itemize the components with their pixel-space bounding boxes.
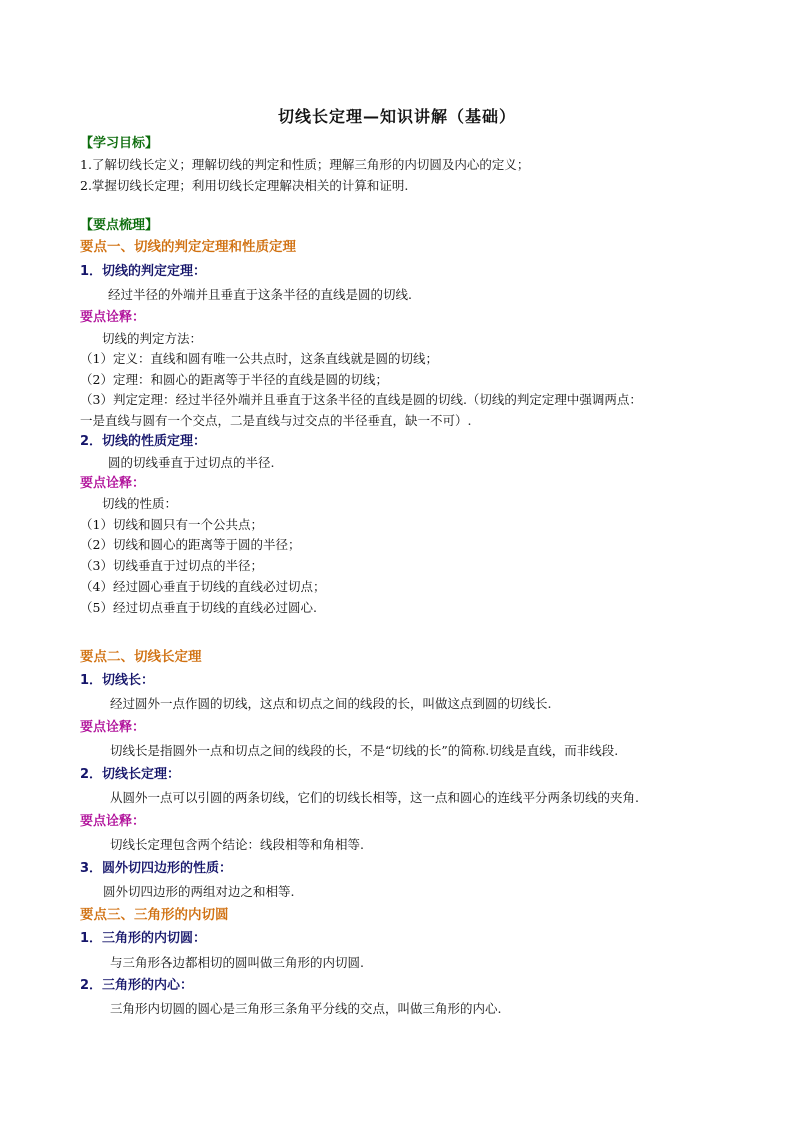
section2-point1-text: 经过圆外一点作圆的切线，这点和切点之间的线段的长，叫做这点到圆的切线长. (110, 696, 552, 711)
objective-item-2: 2.掌握切线长定理；利用切线长定理解决相关的计算和证明. (80, 178, 409, 193)
section3-point1-text: 与三角形各边都相切的圆叫做三角形的内切圆. (110, 955, 364, 970)
objectives-heading: 【学习目标】 (80, 136, 159, 151)
summary-heading: 【要点梳理】 (80, 218, 159, 233)
section1-note2-item-5: （5）经过切点垂直于切线的直线必过圆心. (80, 600, 317, 615)
section1-note1-item-3: （3）判定定理：经过半径外端并且垂直于这条半径的直线是圆的切线.（切线的判定定理中强调两点： (80, 392, 642, 407)
section1-note1-item-1: （1）定义：直线和圆有唯一公共点时，这条直线就是圆的切线； (80, 351, 438, 366)
section1-note2-intro: 切线的性质： (102, 496, 178, 511)
section2-point2-text: 从圆外一点可以引圆的两条切线，它们的切线长相等，这一点和圆心的连线平分两条切线的夹角. (110, 790, 639, 805)
section1-point2-title: 2．切线的性质定理： (80, 434, 207, 449)
section2-point2-title: 2．切线长定理： (80, 767, 181, 782)
section2-point1-title: 1．切线长： (80, 673, 155, 688)
section3-heading: 要点三、三角形的内切圆 (80, 907, 229, 923)
section1-note1-item-4: 一是直线与圆有一个交点，二是直线与过交点的半径垂直，缺一不可）. (80, 413, 472, 428)
section1-note1-label: 要点诠释： (80, 310, 146, 325)
section1-note2-label: 要点诠释： (80, 476, 146, 491)
page-title: 切线长定理—知识讲解（基础） (277, 107, 516, 126)
section2-note1-label: 要点诠释： (80, 720, 146, 735)
section2-note2-label: 要点诠释： (80, 814, 146, 829)
section3-point2-text: 三角形内切圆的圆心是三角形三条角平分线的交点，叫做三角形的内心. (110, 1001, 502, 1016)
section1-heading: 要点一、切线的判定定理和性质定理 (80, 239, 296, 255)
section1-note2-item-3: （3）切线垂直于过切点的半径； (80, 558, 263, 573)
section1-point2-text: 圆的切线垂直于过切点的半径. (108, 455, 275, 470)
section1-point1-text: 经过半径的外端并且垂直于这条半径的直线是圆的切线. (108, 287, 412, 302)
section1-note2-item-4: （4）经过圆心垂直于切线的直线必过切点； (80, 579, 326, 594)
section3-point1-title: 1．三角形的内切圆： (80, 931, 207, 946)
section1-note2-item-1: （1）切线和圆只有一个公共点； (80, 517, 263, 532)
section2-heading: 要点二、切线长定理 (80, 649, 202, 665)
section2-note2-text: 切线长定理包含两个结论：线段相等和角相等. (110, 837, 364, 852)
section1-point1-title: 1．切线的判定定理： (80, 264, 207, 279)
section1-note1-intro: 切线的判定方法： (102, 331, 203, 346)
section3-point2-title: 2．三角形的内心： (80, 978, 194, 993)
section1-note1-item-2: （2）定理：和圆心的距离等于半径的直线是圆的切线； (80, 372, 388, 387)
objective-item-1: 1.了解切线长定义；理解切线的判定和性质；理解三角形的内切圆及内心的定义； (80, 157, 530, 172)
section2-note1-text: 切线长是指圆外一点和切点之间的线段的长，不是“切线的长”的简称.切线是直线，而非线段. (110, 743, 619, 758)
section2-point3-text: 圆外切四边形的两组对边之和相等. (103, 884, 295, 899)
section2-point3-title: 3．圆外切四边形的性质： (80, 861, 233, 876)
section1-note2-item-2: （2）切线和圆心的距离等于圆的半径； (80, 537, 301, 552)
